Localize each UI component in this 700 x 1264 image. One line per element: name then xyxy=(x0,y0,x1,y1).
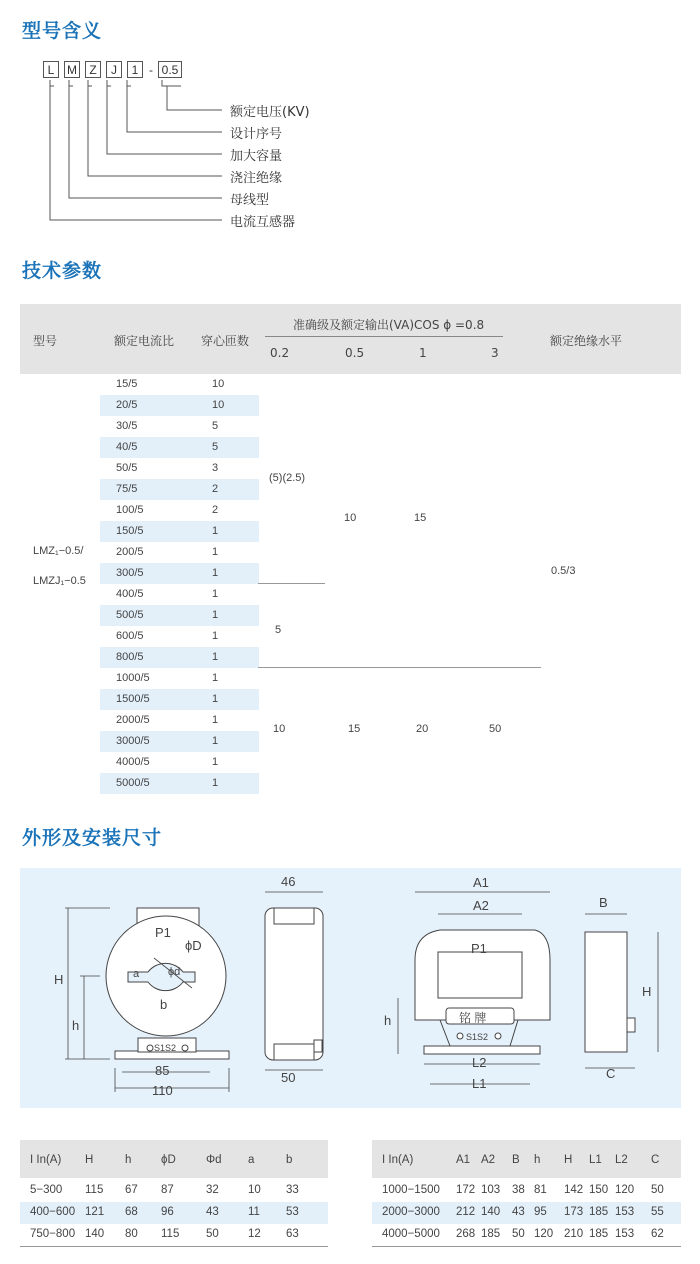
outline-drawing xyxy=(20,868,681,1108)
dim-cell: 80 xyxy=(125,1228,138,1240)
label-h: h xyxy=(72,1018,80,1033)
header-insulation: 额定绝缘水平 xyxy=(550,334,623,348)
model-name: LMZJ₁−0.5 xyxy=(33,575,86,587)
dim-cell: 38 xyxy=(512,1184,525,1196)
output-group2-0.2: 5 xyxy=(275,624,282,636)
dim-cell: 1000−1500 xyxy=(382,1184,440,1196)
dim-cell: 115 xyxy=(85,1184,104,1196)
dim-cell: 121 xyxy=(85,1206,105,1218)
turns-cell: 1 xyxy=(212,546,219,558)
label-85: 85 xyxy=(155,1063,170,1078)
dim-header-cell: I In(A) xyxy=(30,1154,62,1166)
output-group1-1: 15 xyxy=(414,512,427,524)
dim-cell: 172 xyxy=(456,1184,476,1196)
legend-item: 电流互感器 xyxy=(230,215,296,230)
label-50: 50 xyxy=(281,1070,296,1085)
model-name: LMZ₁−0.5/ xyxy=(33,545,84,557)
dim-cell: 96 xyxy=(161,1206,174,1218)
output-group3-1: 20 xyxy=(416,723,429,735)
header-ratio: 额定电流比 xyxy=(114,334,175,348)
dim-cell: 210 xyxy=(564,1228,584,1240)
label-C: C xyxy=(606,1066,616,1081)
turns-cell: 1 xyxy=(212,630,219,642)
legend-item: 加大容量 xyxy=(230,149,283,164)
insulation-level: 0.5/3 xyxy=(551,565,576,577)
dim-cell: 43 xyxy=(512,1206,525,1218)
dim-cell: 2000−3000 xyxy=(382,1206,440,1218)
dim-cell: 120 xyxy=(615,1184,635,1196)
turns-cell: 1 xyxy=(212,777,219,789)
ratio-cell: 20/5 xyxy=(116,399,138,411)
dim-header-cell: Φd xyxy=(206,1154,222,1166)
output-group3-0.2: 10 xyxy=(273,723,286,735)
dim-cell: 81 xyxy=(534,1184,547,1196)
dim-cell: 95 xyxy=(534,1206,547,1218)
label-b: b xyxy=(160,997,168,1012)
code-voltage: 0.5 xyxy=(158,61,182,78)
label-phid: ϕd xyxy=(168,966,181,978)
dim-cell: 185 xyxy=(481,1228,501,1240)
dim-cell: 153 xyxy=(615,1228,635,1240)
dim-cell: 53 xyxy=(286,1206,299,1218)
ratio-cell: 3000/5 xyxy=(116,735,150,747)
ratio-cell: 100/5 xyxy=(116,504,144,516)
legend-item: 额定电压(KV) xyxy=(230,105,310,120)
turns-cell: 5 xyxy=(212,420,219,432)
dim-header-cell: ϕD xyxy=(161,1154,176,1166)
code-letter: 1 xyxy=(127,61,143,78)
dim-cell: 50 xyxy=(512,1228,525,1240)
code-letter: M xyxy=(64,61,80,78)
label-L2: L2 xyxy=(472,1055,487,1070)
dim-table-right-header xyxy=(372,1140,681,1178)
dim-cell: 87 xyxy=(161,1184,174,1196)
label-P1: P1 xyxy=(155,925,171,940)
dim-table-bottom-line xyxy=(372,1246,681,1247)
turns-cell: 1 xyxy=(212,588,219,600)
dim-cell: 55 xyxy=(651,1206,664,1218)
dim-cell: 120 xyxy=(534,1228,554,1240)
ratio-cell: 30/5 xyxy=(116,420,138,432)
dim-cell: 185 xyxy=(589,1206,609,1218)
dim-header-cell: L2 xyxy=(615,1154,628,1166)
legend-item: 母线型 xyxy=(230,193,270,208)
dim-cell: 43 xyxy=(206,1206,219,1218)
label-phiD: ϕD xyxy=(185,938,202,953)
dim-table-left xyxy=(20,1140,328,1240)
ratio-cell: 400/5 xyxy=(116,588,144,600)
dim-cell: 268 xyxy=(456,1228,476,1240)
label-a: a xyxy=(133,968,140,980)
dim-cell: 10 xyxy=(248,1184,261,1196)
header-divider xyxy=(265,336,503,337)
turns-cell: 1 xyxy=(212,756,219,768)
ratio-cell: 75/5 xyxy=(116,483,138,495)
ratio-cell: 40/5 xyxy=(116,441,138,453)
dim-table-right xyxy=(372,1140,681,1240)
turns-cell: 1 xyxy=(212,567,219,579)
section-title-params: 技术参数 xyxy=(22,260,103,282)
turns-cell: 10 xyxy=(212,378,225,390)
output-group1-0.5: 10 xyxy=(344,512,357,524)
label-s1s2-right: S1S2 xyxy=(466,1032,489,1042)
dim-header-cell: h xyxy=(125,1154,132,1166)
dim-cell: 12 xyxy=(248,1228,261,1240)
dim-header-cell: L1 xyxy=(589,1154,602,1166)
dim-cell: 11 xyxy=(248,1206,260,1218)
dim-cell: 5−300 xyxy=(30,1184,63,1196)
dim-cell: 62 xyxy=(651,1228,664,1240)
ratio-cell: 5000/5 xyxy=(116,777,150,789)
dim-cell: 103 xyxy=(481,1184,501,1196)
dim-cell: 400−600 xyxy=(30,1206,76,1218)
header-accuracy: 准确级及额定输出(VA)COS ϕ =0.8 xyxy=(293,318,485,332)
code-letter: Z xyxy=(85,61,101,78)
ratio-cell: 200/5 xyxy=(116,546,144,558)
turns-cell: 1 xyxy=(212,651,219,663)
ratio-cell: 500/5 xyxy=(116,609,144,621)
ratio-cell: 1000/5 xyxy=(116,672,150,684)
turns-cell: 3 xyxy=(212,462,219,474)
dim-header-cell: H xyxy=(85,1154,94,1166)
turns-cell: 1 xyxy=(212,525,219,537)
turns-cell: 1 xyxy=(212,609,219,621)
ratio-cell: 50/5 xyxy=(116,462,138,474)
nameplate: 铭 牌 xyxy=(459,1011,487,1025)
output-group3-0.5: 15 xyxy=(348,723,361,735)
dim-cell: 142 xyxy=(564,1184,584,1196)
dim-cell: 150 xyxy=(589,1184,609,1196)
dim-cell: 140 xyxy=(85,1228,105,1240)
dim-table-bottom-line xyxy=(20,1246,328,1247)
dim-cell: 185 xyxy=(589,1228,609,1240)
ratio-cell: 2000/5 xyxy=(116,714,150,726)
turns-cell: 1 xyxy=(212,672,219,684)
label-h-right: h xyxy=(384,1013,392,1028)
dim-cell: 33 xyxy=(286,1184,299,1196)
dim-header-cell: B xyxy=(512,1154,520,1166)
dim-cell: 115 xyxy=(161,1228,180,1240)
class-3: 3 xyxy=(491,346,499,360)
output-group1-0.2: (5)(2.5) xyxy=(269,472,306,484)
label-A2: A2 xyxy=(473,898,489,913)
label-s1s2: S1S2 xyxy=(154,1043,177,1053)
header-model: 型号 xyxy=(33,334,58,348)
header-turns: 穿心匝数 xyxy=(201,334,250,348)
ratio-cell: 600/5 xyxy=(116,630,144,642)
legend-item: 设计序号 xyxy=(230,127,283,142)
ratio-cell: 800/5 xyxy=(116,651,144,663)
group-divider xyxy=(258,667,541,668)
output-group3-3: 50 xyxy=(489,723,502,735)
turns-cell: 5 xyxy=(212,441,219,453)
ratio-cell: 4000/5 xyxy=(116,756,150,768)
code-letter: J xyxy=(106,61,122,78)
label-P1-right: P1 xyxy=(471,941,487,956)
ratio-cell: 1500/5 xyxy=(116,693,150,705)
dim-header-cell: b xyxy=(286,1154,293,1166)
ratio-cell: 15/5 xyxy=(116,378,138,390)
dim-cell: 173 xyxy=(564,1206,584,1218)
turns-cell: 10 xyxy=(212,399,225,411)
dim-cell: 750−800 xyxy=(30,1228,76,1240)
label-H: H xyxy=(54,972,64,987)
legend-item: 浇注绝缘 xyxy=(230,171,283,186)
section-title-model: 型号含义 xyxy=(22,20,103,42)
label-B: B xyxy=(599,895,608,910)
section-title-dimensions: 外形及安装尺寸 xyxy=(22,827,163,849)
class-1: 1 xyxy=(419,346,427,360)
dim-cell: 140 xyxy=(481,1206,501,1218)
class-0.5: 0.5 xyxy=(345,346,365,360)
dim-cell: 50 xyxy=(206,1228,219,1240)
dim-cell: 50 xyxy=(651,1184,664,1196)
ratio-cell: 150/5 xyxy=(116,525,144,537)
label-A1: A1 xyxy=(473,875,489,890)
dim-header-cell: C xyxy=(651,1154,660,1166)
code-dash: - xyxy=(149,62,153,77)
turns-cell: 1 xyxy=(212,693,219,705)
label-H-right: H xyxy=(642,984,652,999)
group-divider xyxy=(258,583,325,584)
turns-cell: 1 xyxy=(212,714,219,726)
model-legend-lines xyxy=(0,0,700,240)
code-letter: L xyxy=(43,61,59,78)
turns-cell: 1 xyxy=(212,735,219,747)
turns-cell: 2 xyxy=(212,504,219,516)
dim-header-cell: h xyxy=(534,1154,541,1166)
dim-header-cell: I In(A) xyxy=(382,1154,414,1166)
label-110: 110 xyxy=(152,1083,173,1098)
ratio-cell: 300/5 xyxy=(116,567,144,579)
turns-cell: 2 xyxy=(212,483,219,495)
dim-cell: 63 xyxy=(286,1228,299,1240)
dim-header-cell: A1 xyxy=(456,1154,471,1166)
dim-header-cell: H xyxy=(564,1154,573,1166)
dim-cell: 67 xyxy=(125,1184,138,1196)
label-46: 46 xyxy=(281,874,296,889)
dim-cell: 212 xyxy=(456,1206,476,1218)
label-L1: L1 xyxy=(472,1076,487,1091)
dim-cell: 4000−5000 xyxy=(382,1228,440,1240)
dim-cell: 153 xyxy=(615,1206,635,1218)
class-0.2: 0.2 xyxy=(270,346,290,360)
dim-cell: 32 xyxy=(206,1184,219,1196)
dim-cell: 68 xyxy=(125,1206,138,1218)
dim-header-cell: a xyxy=(248,1154,255,1166)
dim-header-cell: A2 xyxy=(481,1154,496,1166)
